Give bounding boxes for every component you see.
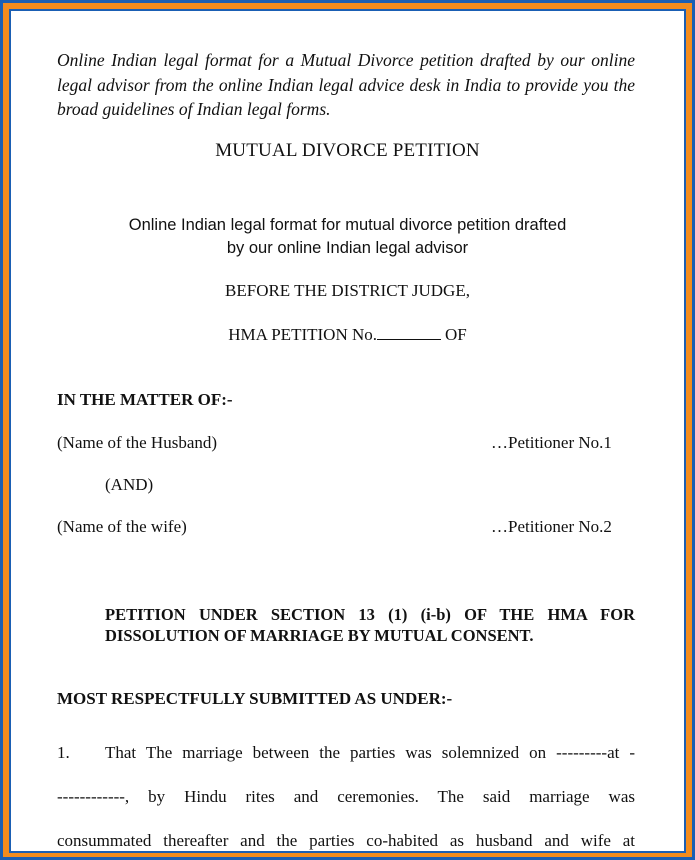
subtitle-line-1: Online Indian legal format for mutual divorce petition drafted bbox=[128, 216, 567, 234]
petition-section-heading bbox=[105, 604, 635, 646]
paragraph-1 bbox=[57, 731, 635, 853]
subtitle-line-2: by our online Indian legal advisor bbox=[226, 239, 469, 257]
in-the-matter-heading: IN THE MATTER OF:- bbox=[57, 390, 233, 409]
paragraph-1-line-3: consummated thereafter and the parties co-habited as husband and wife at bbox=[57, 831, 635, 850]
petitioner-2-label: …Petitioner No.2 bbox=[491, 517, 612, 536]
paragraph-1-text-1: That The marriage between the parties was solemnized on ---------at - bbox=[105, 743, 635, 762]
petition-document bbox=[11, 11, 684, 851]
petition-number-blank bbox=[377, 324, 441, 340]
section-heading-line-2: DISSOLUTION OF MARRIAGE BY MUTUAL CONSENT. bbox=[105, 626, 534, 645]
paragraph-number: 1. bbox=[57, 743, 70, 762]
husband-name-placeholder: (Name of the Husband) bbox=[57, 433, 218, 452]
wife-name-placeholder: (Name of the wife) bbox=[57, 517, 187, 536]
hma-prefix: HMA PETITION No. bbox=[228, 325, 377, 344]
document-title: MUTUAL DIVORCE PETITION bbox=[215, 140, 480, 161]
paragraph-1-line-1 bbox=[57, 731, 635, 775]
intro-paragraph: Online Indian legal format for a Mutual Divorce petition drafted by our online legal advisor from the online Indian legal advice desk in India to provide you the broad guidelines of Indian legal forms. bbox=[57, 50, 635, 119]
court-heading: BEFORE THE DISTRICT JUDGE, bbox=[225, 281, 470, 300]
petitioner-1-label: …Petitioner No.1 bbox=[491, 433, 612, 452]
document-page bbox=[9, 9, 686, 853]
hma-suffix: OF bbox=[445, 325, 467, 344]
paragraph-1-line-2: ------------, by Hindu rites and ceremonies. The said marriage was bbox=[57, 787, 635, 806]
submitted-heading: MOST RESPECTFULLY SUBMITTED AS UNDER:- bbox=[57, 689, 453, 708]
hma-petition-number bbox=[11, 324, 684, 345]
and-separator: (AND) bbox=[105, 475, 154, 494]
section-heading-line-1: PETITION UNDER SECTION 13 (1) (i-b) OF THE HMA FOR bbox=[105, 605, 635, 624]
